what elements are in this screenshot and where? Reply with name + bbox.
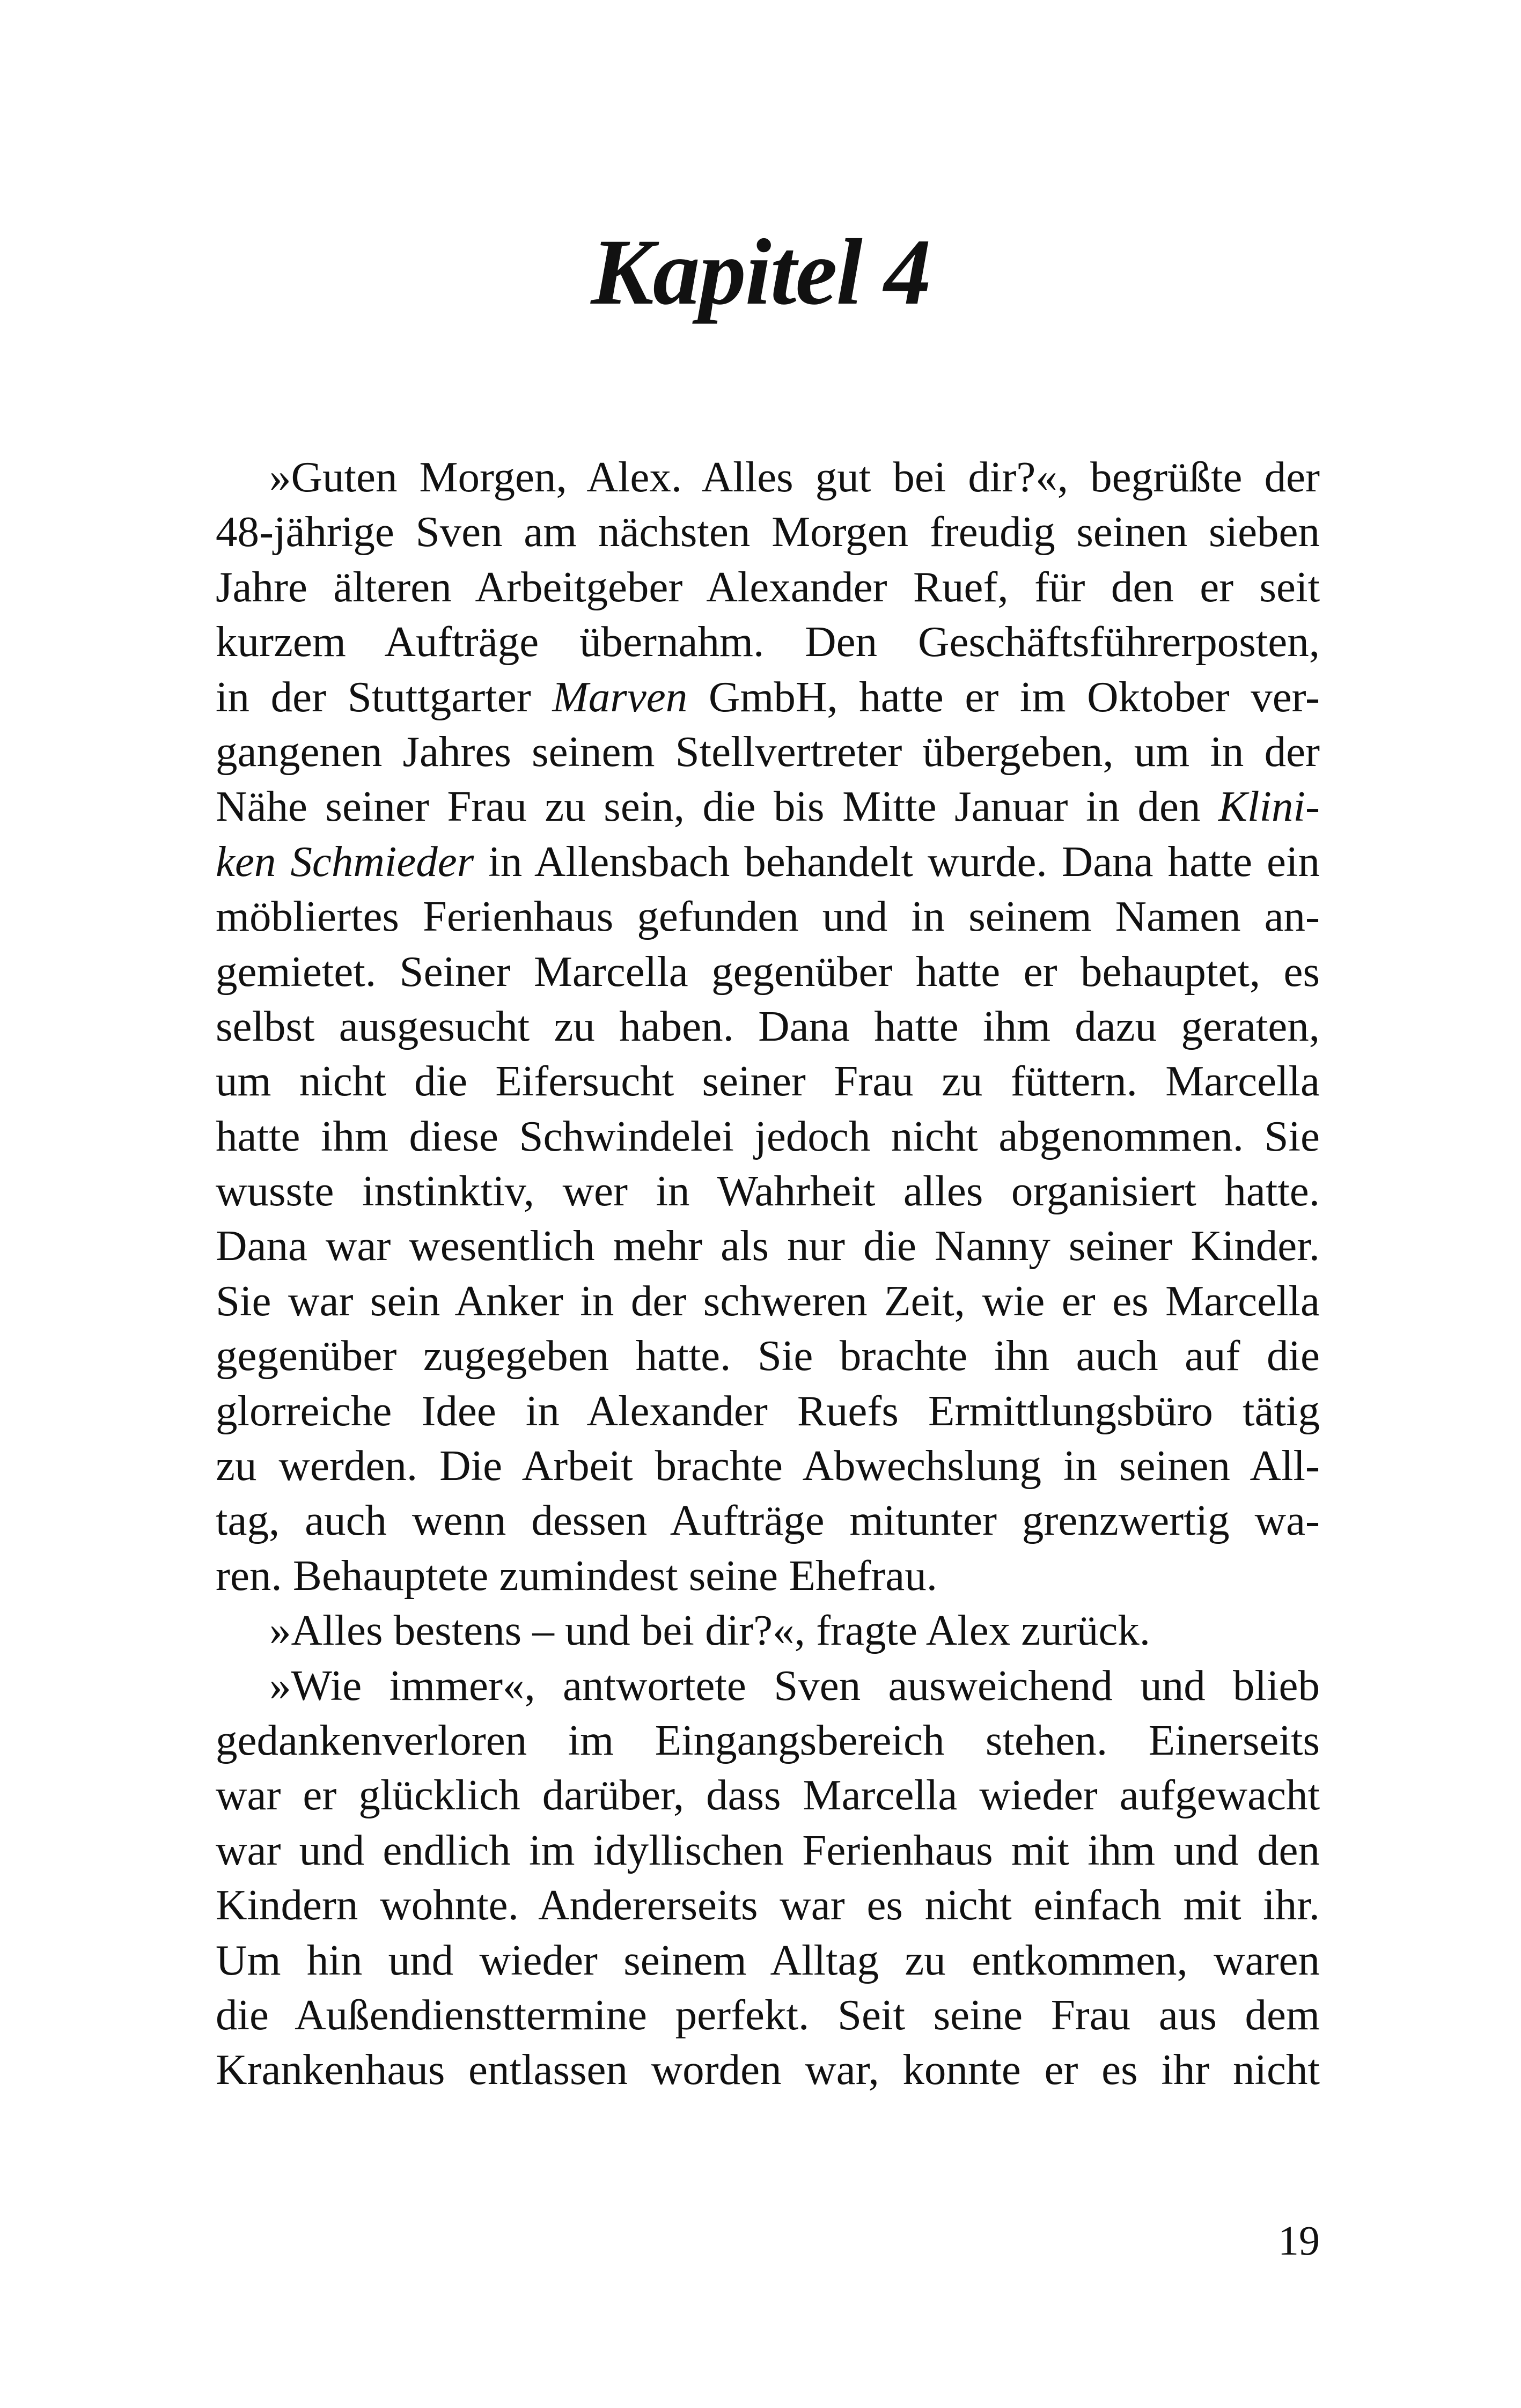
text-line: Krankenhaus entlassen worden war, konnte er es ihr nicht	[216, 2045, 1320, 2094]
italic-name: Klini-	[1218, 782, 1320, 831]
text-line: gemietet. Seiner Marcella gegenüber hatte er behauptet, es	[216, 947, 1320, 996]
text-line: gangenen Jahres seinem Stellvertreter übergeben, um in der	[216, 727, 1320, 776]
body-text	[216, 450, 1320, 2097]
text-line: hatte ihm diese Schwindelei jedoch nicht abgenommen. Sie	[216, 1111, 1320, 1160]
chapter-title: Kapitel 4	[591, 220, 930, 325]
text-line: möbliertes Ferienhaus gefunden und in seinem Namen an-	[216, 892, 1320, 941]
text-line: zu werden. Die Arbeit brachte Abwechslung in seinen All-	[216, 1441, 1320, 1490]
text-line: war und endlich im idyllischen Ferienhaus mit ihm und den	[216, 1825, 1320, 1874]
text-line: gegenüber zugegeben hatte. Sie brachte ihn auch auf die	[216, 1331, 1320, 1380]
page-number: 19	[1278, 2217, 1320, 2264]
text-line: Nähe seiner Frau zu sein, die bis Mitte Januar in den Klini-	[216, 782, 1320, 831]
text-line: »Guten Morgen, Alex. Alles gut bei dir?«, begrüßte der	[269, 453, 1320, 501]
text-line: in der Stuttgarter Marven GmbH, hatte er im Oktober ver-	[216, 672, 1320, 721]
text-line: »Alles bestens – und bei dir?«, fragte Alex zurück.	[269, 1606, 1151, 1655]
text-line: ken Schmieder in Allensbach behandelt wurde. Dana hatte ein	[216, 837, 1320, 886]
text-line: »Wie immer«, antwortete Sven ausweichend und blieb	[269, 1661, 1320, 1710]
text-line: selbst ausgesucht zu haben. Dana hatte ihm dazu geraten,	[216, 1002, 1320, 1050]
text-line: Dana war wesentlich mehr als nur die Nanny seiner Kinder.	[216, 1221, 1320, 1270]
text-line: ren. Behauptete zumindest seine Ehefrau.	[216, 1551, 937, 1600]
text-line: Kindern wohnte. Andererseits war es nicht einfach mit ihr.	[216, 1881, 1320, 1930]
text-line: um nicht die Eifersucht seiner Frau zu füttern. Marcella	[216, 1057, 1320, 1106]
italic-name: Marven	[552, 672, 688, 721]
text-line: Sie war sein Anker in der schweren Zeit, wie er es Marcella	[216, 1276, 1320, 1325]
text-line: tag, auch wenn dessen Aufträge mitunter grenzwertig wa-	[216, 1496, 1320, 1545]
text-line: die Außendiensttermine perfekt. Seit seine Frau aus dem	[216, 1990, 1320, 2039]
text-line: gedankenverloren im Eingangsbereich stehen. Einerseits	[216, 1715, 1320, 1764]
text-line: glorreiche Idee in Alexander Ruefs Ermittlungsbüro tätig	[216, 1386, 1320, 1435]
text-line: kurzem Aufträge übernahm. Den Geschäftsführerposten,	[216, 617, 1320, 666]
text-line: Um hin und wieder seinem Alltag zu entkommen, waren	[216, 1935, 1320, 1984]
text-line: Jahre älteren Arbeitgeber Alexander Ruef, für den er seit	[216, 562, 1320, 611]
text-line: war er glücklich darüber, dass Marcella wieder aufgewacht	[216, 1771, 1320, 1820]
text-line: wusste instinktiv, wer in Wahrheit alles organisiert hatte.	[216, 1167, 1320, 1216]
italic-name: ken Schmieder	[216, 837, 474, 886]
text-line: 48-jährige Sven am nächsten Morgen freudig seinen sieben	[216, 507, 1320, 556]
